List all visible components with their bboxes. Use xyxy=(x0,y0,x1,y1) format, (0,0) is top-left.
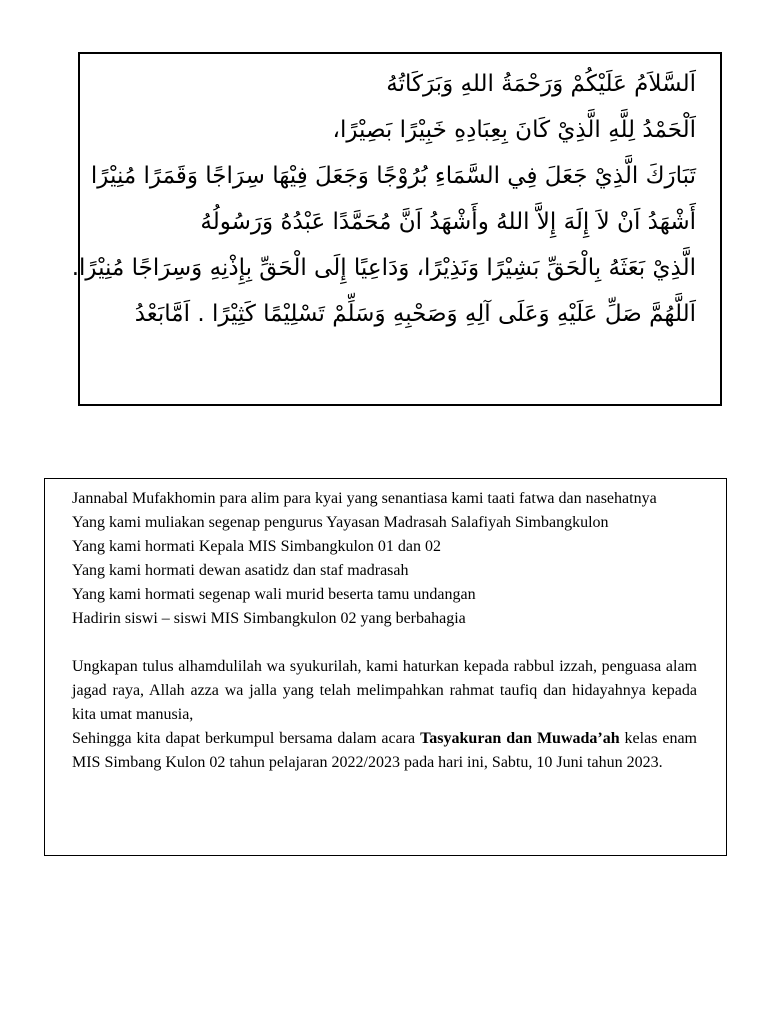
greeting-line: Yang kami muliakan segenap pengurus Yayasan Madrasah Salafiyah Simbangkulon xyxy=(72,514,609,531)
arabic-salam-line: اَلسَّلاَمُ عَلَيْكُمْ وَرَحْمَةُ اللهِ وَبَرَكَاتُهُ xyxy=(386,71,696,97)
greeting-line: Yang kami hormati segenap wali murid beserta tamu undangan xyxy=(72,586,476,603)
speech-body xyxy=(72,487,697,775)
arabic-opening-box xyxy=(71,52,722,406)
arabic-shalawat-line: اَللَّهُمَّ صَلِّ عَلَيْهِ وَعَلَى آلِهِ وَصَحْبِهِ وَسَلِّمْ تَسْلِيْمًا كَثِيْرًا . اَمَّابَعْدُ xyxy=(134,301,696,327)
event-name: Tasyakuran dan Muwada’ah xyxy=(420,730,620,747)
arabic-tabarak-line: تَبَارَكَ الَّذِيْ جَعَلَ فِي السَّمَاءِ بُرُوْجًا وَجَعَلَ فِيْهَا سِرَاجًا وَقَمَرًا مُنِيْرًا xyxy=(90,163,696,189)
opening-paragraph: Ungkapan tulus alhamdulilah wa syukurilah, kami haturkan kepada rabbul izzah, penguasa alam jagad raya, Allah azza wa jalla yang telah melimpahkan rahmat taufiq dan hidayahnya kepada kita umat manusia, xyxy=(72,658,697,723)
speech-text-box xyxy=(44,478,727,856)
greeting-line: Yang kami hormati Kepala MIS Simbangkulon 01 dan 02 xyxy=(72,538,442,555)
greeting-line: Hadirin siswi – siswi MIS Simbangkulon 02 yang berbahagia xyxy=(72,610,466,627)
event-paragraph xyxy=(72,727,697,775)
event-text-before: Sehingga kita dapat berkumpul bersama dalam acara xyxy=(72,730,421,747)
arabic-syahadat-line: أَشْهَدُ اَنْ لاَ إِلَهَ إِلاَّ اللهُ وأَشْهَدُ اَنَّ مُحَمَّدًا عَبْدُهُ وَرَسُولُهُ xyxy=(200,209,696,235)
greeting-line: Jannabal Mufakhomin para alim para kyai yang senantiasa kami taati fatwa dan nasehatnya xyxy=(72,490,657,507)
greeting-line: Yang kami hormati dewan asatidz dan staf madrasah xyxy=(72,562,409,579)
arabic-baatsahu-line: الَّذِيْ بَعَثَهُ بِالْحَقِّ بَشِيْرًا وَنَذِيْرًا، وَدَاعِيًا إِلَى الْحَقِّ بِإِذْنِهِ وَسِرَاجًا مُنِيْرًا. xyxy=(71,255,696,281)
event-text-after: kelas enam MIS Simbang Kulon 02 tahun pelajaran 2022/2023 pada hari ini, Sabtu, 10 Juni tahun 2023. xyxy=(72,730,698,771)
arabic-hamdalah-line: اَلْحَمْدُ لِلَّهِ الَّذِيْ كَانَ بِعِبَادِهِ خَبِيْرًا بَصِيْرًا، xyxy=(332,117,696,143)
paragraph-gap xyxy=(72,631,697,655)
arabic-opening-text xyxy=(68,68,696,330)
